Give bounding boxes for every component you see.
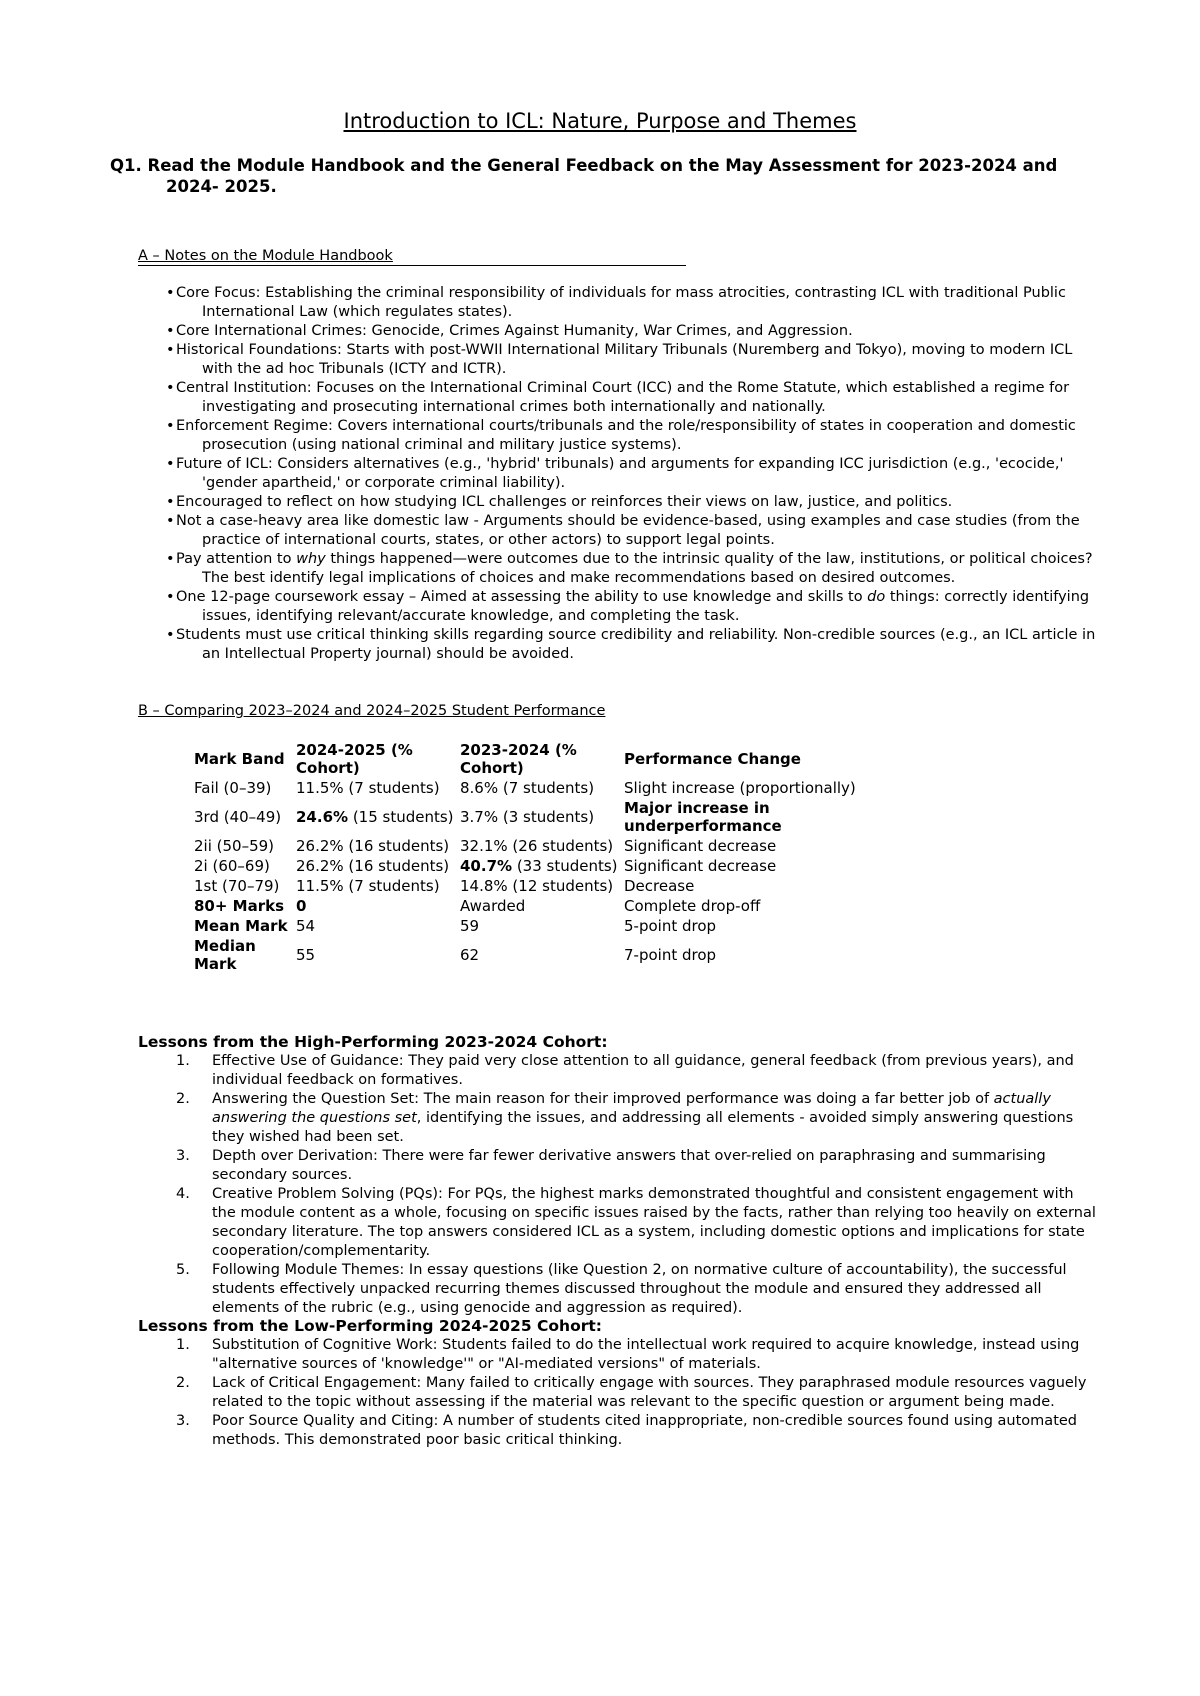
value-text: 3.7% (3 students) (460, 808, 595, 826)
table-row (192, 798, 896, 836)
question-line-1: Q1. Read the Module Handbook and the General Feedback on the May Assessment for 2023-2024 and (110, 156, 1058, 175)
bullet-glyph: • (166, 627, 175, 643)
lesson-number: 1. (176, 1337, 190, 1353)
lessons-low-list (176, 1336, 1096, 1450)
value-text: (15 students) (348, 808, 454, 826)
value-text: 54 (296, 917, 316, 935)
value-text: 26.2% (16 students) (296, 857, 450, 875)
text-run: things happened—were outcomes due to the intrinsic quality of the law, institutions, or political choices? The best identify legal implications of choices and make recommendations based on desired outcomes. (202, 551, 1093, 586)
lesson-number: 2. (176, 1375, 190, 1391)
lesson-item (176, 1090, 1096, 1147)
emphasis-run: do (867, 589, 886, 605)
cell-2024-2025 (294, 856, 458, 876)
text-run: Creative Problem Solving (PQs): For PQs, the highest marks demonstrated thoughtful and consistent engagement with the module content as a whole, focusing on specific issues raised by the facts, rather than relying too heavily on external secondary literature. The top answers considered ICL as a system, including domestic options and implications for state cooperation/complementarity. (212, 1186, 1096, 1259)
lesson-item (176, 1336, 1096, 1374)
lesson-item (176, 1261, 1096, 1318)
list-item (166, 550, 1096, 588)
cell-mark-band: Mean Mark (194, 917, 288, 935)
lesson-number: 2. (176, 1091, 190, 1107)
value-text: 32.1% (26 students) (460, 837, 614, 855)
lesson-item (176, 1147, 1096, 1185)
text-run: Following Module Themes: In essay questions (like Question 2, on normative culture of accountability), the successful students effectively unpacked recurring themes discussed throughout the module and ensured they addressed all elements of the rubric (e.g., using genocide and aggression as required). (212, 1262, 1067, 1316)
emphasis-run: why (296, 551, 326, 567)
lessons-low-heading: Lessons from the Low-Performing 2024-2025 Cohort: (138, 1317, 602, 1335)
value-text: 55 (296, 946, 316, 964)
text-run: Not a case-heavy area like domestic law - Arguments should be evidence-based, using examples and case studies (from the practice of international courts, states, or other actors) to support legal points. (176, 513, 1080, 548)
value-text: 14.8% (12 students) (460, 877, 614, 895)
cell-2024-2025 (294, 936, 458, 974)
text-run: Answering the Question Set: The main reason for their improved performance was doing a far better job of (212, 1091, 994, 1107)
list-item (166, 379, 1096, 417)
table-row (192, 896, 896, 916)
text-run: Pay attention to (176, 551, 297, 567)
cell-performance-change: Slight increase (proportionally) (624, 779, 856, 797)
cell-2023-2024 (458, 876, 622, 896)
cell-mark-band: Median Mark (194, 937, 256, 973)
text-run: Depth over Derivation: There were far fewer derivative answers that over-relied on paraphrasing and summarising secondary sources. (212, 1148, 1046, 1183)
text-run: Core Focus: Establishing the criminal responsibility of individuals for mass atrocities, contrasting ICL with traditional Public International Law (which regulates states). (176, 285, 1066, 320)
value-text: Awarded (460, 897, 526, 915)
cell-2023-2024 (458, 836, 622, 856)
cell-2023-2024 (458, 798, 622, 836)
value-text: 11.5% (7 students) (296, 779, 440, 797)
value-text: 11.5% (7 students) (296, 877, 440, 895)
table-row (192, 836, 896, 856)
text-run: Encouraged to reflect on how studying ICL challenges or reinforces their views on law, justice, and politics. (176, 494, 953, 510)
list-item (166, 493, 1096, 512)
table-row (192, 916, 896, 936)
value-text: 26.2% (16 students) (296, 837, 450, 855)
bullet-glyph: • (166, 551, 175, 567)
table-row (192, 876, 896, 896)
section-a-heading (138, 247, 686, 266)
table-row (192, 936, 896, 974)
cell-mark-band: 3rd (40–49) (194, 808, 282, 826)
header-mark-band: Mark Band (194, 750, 285, 768)
table-row (192, 778, 896, 798)
page-title: Introduction to ICL: Nature, Purpose and Themes (343, 109, 857, 133)
cell-mark-band: 1st (70–79) (194, 877, 280, 895)
text-run: Students must use critical thinking skills regarding source credibility and reliability. Non-credible sources (e.g., an ICL article in an Intellectual Property journal) should be avoided. (176, 627, 1096, 662)
header-2024-2025: 2024-2025 (% Cohort) (296, 741, 413, 777)
lesson-number: 3. (176, 1413, 190, 1429)
bullet-glyph: • (166, 380, 175, 396)
cell-2024-2025 (294, 916, 458, 936)
cell-2023-2024 (458, 856, 622, 876)
cell-performance-change: Significant decrease (624, 837, 777, 855)
cell-mark-band: 2i (60–69) (194, 857, 270, 875)
text-run: Future of ICL: Considers alternatives (e.g., 'hybrid' tribunals) and arguments for expanding ICC jurisdiction (e.g., 'ecocide,' 'gender apartheid,' or corporate criminal liability). (176, 456, 1064, 491)
cell-2024-2025 (294, 896, 458, 916)
text-run: Effective Use of Guidance: They paid very close attention to all guidance, general feedback (from previous years), and individual feedback on formatives. (212, 1053, 1074, 1088)
list-item (166, 341, 1096, 379)
header-performance-change: Performance Change (624, 750, 801, 768)
cell-2023-2024 (458, 896, 622, 916)
text-run: Enforcement Regime: Covers international courts/tribunals and the role/responsibility of states in cooperation and domestic prosecution (using national criminal and military justice systems). (176, 418, 1076, 453)
list-item (166, 455, 1096, 493)
value-text: (33 students) (512, 857, 618, 875)
cell-mark-band: Fail (0–39) (194, 779, 272, 797)
cell-2024-2025 (294, 798, 458, 836)
lesson-item (176, 1052, 1096, 1090)
performance-table (192, 740, 896, 974)
text-run: One 12-page coursework essay – Aimed at assessing the ability to use knowledge and skills to (176, 589, 868, 605)
handbook-notes-list (166, 284, 1096, 664)
bullet-glyph: • (166, 323, 175, 339)
header-2023-2024: 2023-2024 (% Cohort) (460, 741, 577, 777)
list-item (166, 284, 1096, 322)
section-b-heading: B – Comparing 2023–2024 and 2024–2025 Student Performance (138, 703, 606, 719)
bullet-glyph: • (166, 456, 175, 472)
text-run: , identifying the issues, and addressing all elements - avoided simply answering questions they wished had been set. (212, 1110, 1074, 1145)
cell-2024-2025 (294, 876, 458, 896)
cell-performance-change: Major increase in underperformance (624, 799, 782, 835)
lessons-high-heading: Lessons from the High-Performing 2023-2024 Cohort: (138, 1033, 608, 1051)
value-text: 62 (460, 946, 480, 964)
list-item (166, 322, 1096, 341)
cell-performance-change: 5-point drop (624, 917, 717, 935)
lesson-item (176, 1412, 1096, 1450)
bullet-glyph: • (166, 513, 175, 529)
lessons-high-list (176, 1052, 1096, 1318)
text-run: Substitution of Cognitive Work: Students failed to do the intellectual work required to acquire knowledge, instead using "alternative sources of 'knowledge'" or "AI-mediated versions" of materials. (212, 1337, 1080, 1372)
bullet-glyph: • (166, 285, 175, 301)
cell-performance-change: Complete drop-off (624, 897, 761, 915)
lesson-number: 5. (176, 1262, 190, 1278)
question-line-2: 2024- 2025. (166, 177, 277, 196)
bullet-glyph: • (166, 589, 175, 605)
cell-2023-2024 (458, 936, 622, 974)
value-text: 8.6% (7 students) (460, 779, 595, 797)
section-a-heading-text: A – Notes on the Module Handbook (138, 248, 393, 264)
text-run: Central Institution: Focuses on the International Criminal Court (ICC) and the Rome Statute, which established a regime for investigating and prosecuting international crimes both internationally and nationally. (176, 380, 1070, 415)
cell-performance-change: Decrease (624, 877, 695, 895)
bullet-glyph: • (166, 494, 175, 510)
text-run: Core International Crimes: Genocide, Crimes Against Humanity, War Crimes, and Aggression. (176, 323, 853, 339)
table-row (192, 856, 896, 876)
text-run: Historical Foundations: Starts with post-WWII International Military Tribunals (Nuremberg and Tokyo), moving to modern ICL with the ad hoc Tribunals (ICTY and ICTR). (176, 342, 1073, 377)
bullet-glyph: • (166, 418, 175, 434)
lesson-number: 1. (176, 1053, 190, 1069)
list-item (166, 417, 1096, 455)
cell-mark-band: 2ii (50–59) (194, 837, 275, 855)
list-item (166, 512, 1096, 550)
cell-2024-2025 (294, 836, 458, 856)
table-header-row (192, 740, 896, 778)
question-heading (110, 155, 1080, 197)
lesson-item (176, 1185, 1096, 1261)
text-run: things: correctly identifying issues, identifying relevant/accurate knowledge, and completing the task. (202, 589, 1090, 624)
text-run: Lack of Critical Engagement: Many failed to critically engage with sources. They paraphrased module resources vaguely related to the topic without assessing if the material was relevant to the specific question or argument being made. (212, 1375, 1087, 1410)
bold-value: 24.6% (296, 808, 349, 826)
cell-mark-band: 80+ Marks (194, 897, 285, 915)
cell-2023-2024 (458, 778, 622, 798)
cell-2023-2024 (458, 916, 622, 936)
text-run: Poor Source Quality and Citing: A number of students cited inappropriate, non-credible sources found using automated methods. This demonstrated poor basic critical thinking. (212, 1413, 1078, 1448)
value-text: 59 (460, 917, 480, 935)
cell-2024-2025 (294, 778, 458, 798)
lesson-item (176, 1374, 1096, 1412)
lesson-number: 4. (176, 1186, 190, 1202)
bullet-glyph: • (166, 342, 175, 358)
bold-value: 0 (296, 897, 307, 915)
bold-value: 40.7% (460, 857, 513, 875)
cell-performance-change: Significant decrease (624, 857, 777, 875)
cell-performance-change: 7-point drop (624, 946, 717, 964)
lesson-number: 3. (176, 1148, 190, 1164)
list-item (166, 588, 1096, 626)
list-item (166, 626, 1096, 664)
emphasis-run: actually answering the questions set (212, 1091, 1051, 1126)
